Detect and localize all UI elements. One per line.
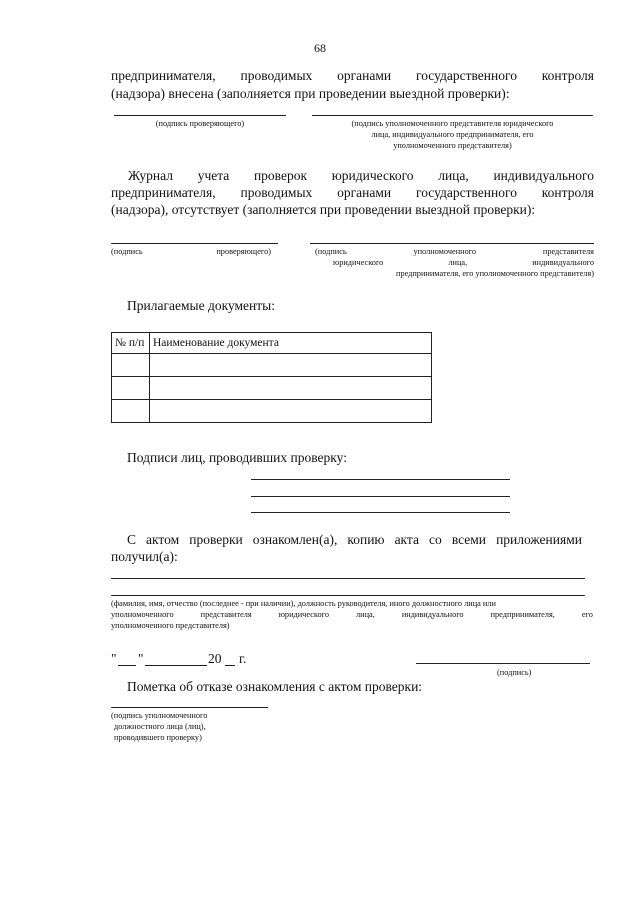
word: С — [127, 532, 137, 547]
caption-line: лица, индивидуального предпринимателя, его — [371, 130, 534, 139]
word: лица, — [356, 610, 375, 619]
table-cell — [150, 400, 432, 423]
year-blank — [225, 665, 235, 666]
word: представителя — [200, 610, 252, 619]
word: проверки — [189, 532, 243, 547]
signature-caption: (подпись) — [497, 668, 532, 677]
signature-line-inspector — [114, 115, 286, 116]
word: проводимых — [240, 185, 313, 200]
word: копию — [347, 532, 385, 547]
word: уполномоченного — [413, 247, 477, 256]
inspector-signature-line — [251, 479, 510, 480]
word: (подпись — [315, 247, 347, 256]
attached-documents-heading: Прилагаемые документы: — [127, 298, 275, 313]
word: государственного — [416, 185, 517, 200]
year-prefix: 20 — [208, 651, 222, 666]
table-row — [112, 400, 432, 423]
attached-documents-table — [111, 332, 432, 423]
quote-open: " — [111, 651, 117, 666]
caption-inspector-signature: (подпись проверяющего) — [155, 119, 245, 128]
inspector-signature-line — [251, 512, 510, 513]
paragraph-1-line-1 — [111, 67, 594, 84]
paragraph-1-line-2: (надзора) внесена (заполняется при проведении выездной проверки): — [111, 86, 510, 101]
word: лица, — [438, 168, 469, 183]
word: юридического — [278, 610, 330, 619]
caption-representative-signature-2 — [315, 246, 594, 279]
caption-line: (подпись уполномоченного — [111, 711, 208, 720]
caption-line: предпринимателя, его уполномоченного представителя) — [395, 269, 594, 278]
signature-line-representative — [312, 115, 593, 116]
word: актом — [146, 532, 180, 547]
table-cell — [112, 400, 150, 423]
word: предпринимателя, — [490, 610, 555, 619]
word: лица, — [448, 258, 468, 267]
word: со — [429, 532, 442, 547]
caption-inspector-signature-2 — [111, 246, 271, 257]
word: органами — [337, 68, 392, 83]
column-header-document-name: Наименование документа — [150, 333, 432, 354]
word: индивидуального — [401, 610, 464, 619]
word: юридического — [331, 168, 414, 183]
word: его — [581, 610, 593, 619]
word: контроля — [541, 185, 594, 200]
table-row — [112, 354, 432, 377]
refusal-caption — [111, 710, 207, 743]
word: уполномоченного — [111, 610, 174, 619]
word: предпринимателя, — [111, 68, 216, 83]
refusal-heading: Пометка об отказе ознакомления с актом проверки: — [127, 679, 423, 694]
year-suffix: г. — [239, 651, 247, 666]
paragraph-2-line-3: (надзора), отсутствует (заполняется при проведении выездной проверки): — [111, 202, 536, 217]
acquainted-line-2: получил(а): — [111, 549, 178, 564]
word: акта — [394, 532, 419, 547]
word: приложениями — [496, 532, 582, 547]
caption-line: (фамилия, имя, отчество (последнее - при наличии), должность руководителя, иного должностного лица или — [111, 599, 496, 608]
table-cell — [112, 354, 150, 377]
word: учета — [197, 168, 230, 183]
word: всеми — [451, 532, 487, 547]
word: индивидуального — [532, 258, 594, 267]
month-blank — [145, 665, 207, 666]
caption-line — [315, 246, 594, 257]
word: юридического — [333, 258, 384, 267]
word: органами — [337, 185, 392, 200]
caption-representative-signature — [312, 118, 593, 151]
caption-line: должностного лица (лиц), — [114, 722, 206, 731]
caption-line: проводившего проверку) — [114, 733, 202, 742]
table-cell — [150, 377, 432, 400]
caption-line — [111, 609, 593, 620]
acquainted-line-1 — [127, 531, 582, 548]
refusal-signature-line — [111, 707, 268, 708]
word: проверок — [253, 168, 308, 183]
table-header-row — [112, 333, 432, 354]
word: ознакомлен(а), — [252, 532, 338, 547]
table-cell — [112, 377, 150, 400]
paragraph-2-line-2 — [111, 184, 594, 201]
quote-close: " — [138, 651, 144, 666]
table-row — [112, 377, 432, 400]
signature-line — [416, 663, 590, 664]
word: предпринимателя, — [111, 185, 216, 200]
caption-line: уполномоченного представителя) — [111, 621, 230, 630]
caption-line: уполномоченного представителя) — [393, 141, 512, 150]
day-blank — [118, 665, 136, 666]
page-number: 68 — [314, 41, 326, 55]
word: проводимых — [240, 68, 313, 83]
column-header-number: № п/п — [112, 333, 150, 354]
acquainted-caption — [111, 598, 593, 631]
signature-line-inspector-2 — [111, 243, 278, 244]
word: индивидуального — [493, 168, 594, 183]
word: государственного — [416, 68, 517, 83]
inspectors-signatures-heading: Подписи лиц, проводивших проверку: — [127, 450, 347, 465]
word: контроля — [541, 68, 594, 83]
word: Журнал — [128, 168, 174, 183]
word: (подпись — [111, 247, 143, 256]
date-field — [111, 650, 271, 670]
word: проверяющего) — [216, 247, 271, 256]
name-line — [111, 578, 585, 579]
name-line — [111, 595, 585, 596]
signature-line-representative-2 — [310, 243, 594, 244]
word: представителя — [542, 247, 594, 256]
table-cell — [150, 354, 432, 377]
inspector-signature-line — [251, 496, 510, 497]
caption-line: (подпись уполномоченного представителя юридического — [351, 119, 554, 128]
paragraph-2-line-1 — [128, 167, 594, 184]
caption-line — [315, 257, 594, 268]
